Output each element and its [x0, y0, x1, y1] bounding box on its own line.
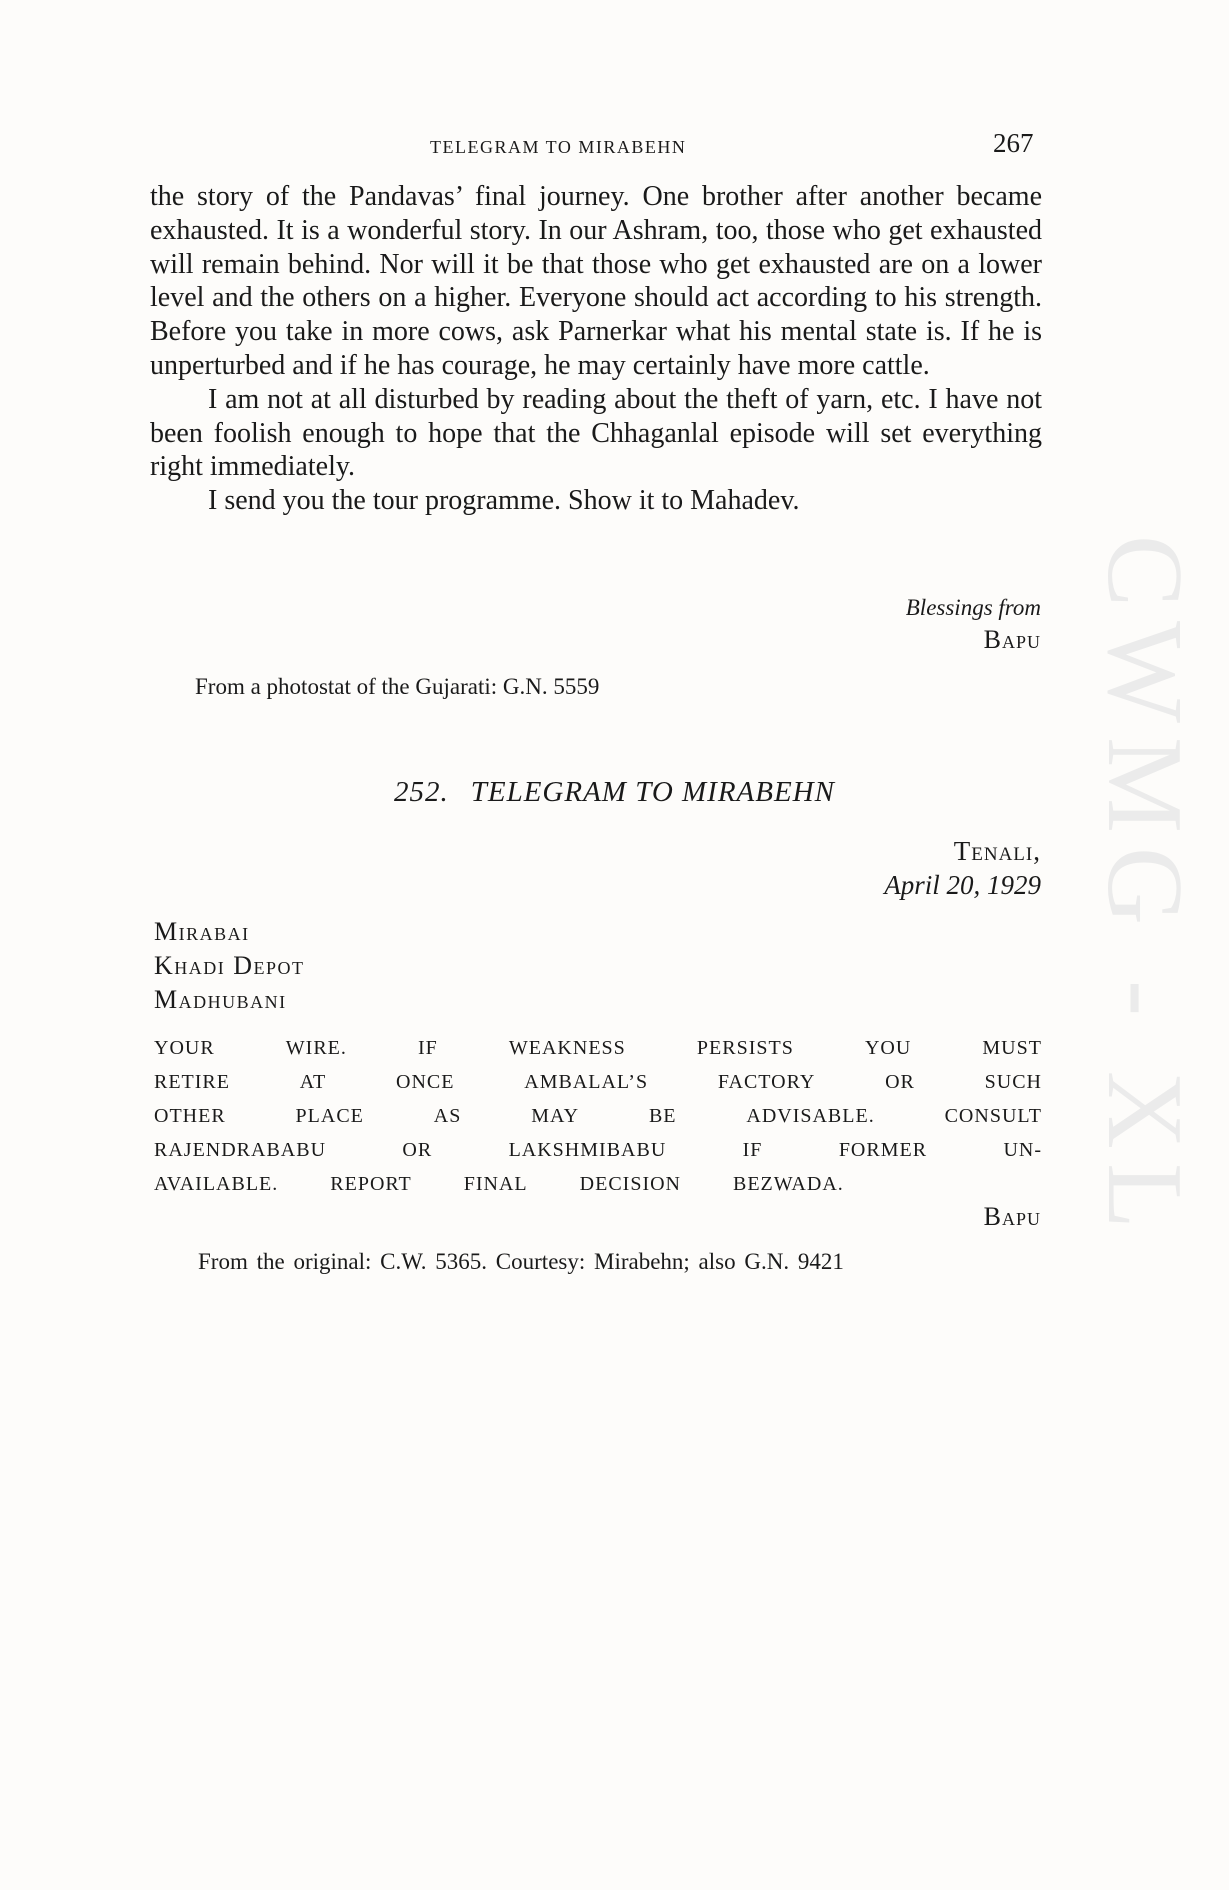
telegram-word: DECISION — [579, 1172, 681, 1195]
telegram-word: AVAILABLE. — [154, 1172, 279, 1195]
closing-salutation: Blessings from — [905, 595, 1041, 620]
paragraph: the story of the Pandavas’ final journey. One brother after another became exhausted. It is a wonderful story. In our Ashram, too, those who get exhausted will remain behind. Nor will it be that those who get exhausted are on a lower level and the others on a higher. Everyone should act according to his strength. Before you take in more cows, ask Parnerkar what his mental state is. If he is unperturbed and if he has courage, he may certainly have more cattle. — [150, 181, 1042, 381]
telegram-word: FINAL — [463, 1172, 528, 1195]
address-line: Mirabai — [154, 917, 250, 946]
telegram-word: MAY — [531, 1104, 580, 1127]
telegram-word: IF — [742, 1138, 763, 1161]
telegram-word: YOU — [864, 1037, 912, 1060]
telegram-word: CONSULT — [944, 1104, 1042, 1127]
date-line: April 20, 1929 — [884, 870, 1041, 900]
telegram-word: OR — [885, 1071, 915, 1094]
section-number: 252. — [394, 776, 449, 808]
section-heading: TELEGRAM TO MIRABEHN — [470, 776, 835, 808]
telegram-word: FACTORY — [717, 1071, 816, 1094]
letter-body — [150, 180, 1042, 518]
telegram-word: RETIRE — [154, 1071, 230, 1094]
telegram-word: AT — [299, 1071, 327, 1094]
telegram-word: PERSISTS — [696, 1037, 794, 1060]
address-block — [154, 915, 305, 1017]
telegram-line — [154, 1066, 1042, 1100]
telegram-word: WIRE. — [285, 1037, 347, 1060]
telegram-line — [154, 1167, 1042, 1201]
telegram-signature: Bapu — [983, 1202, 1041, 1231]
telegram-word: AS — [433, 1104, 462, 1127]
telegram-word: WEAKNESS — [508, 1037, 626, 1060]
telegram-word: ONCE — [396, 1071, 455, 1094]
telegram-word: FORMER — [838, 1138, 928, 1161]
telegram-word: BEZWADA. — [733, 1172, 844, 1195]
telegram-word: OTHER — [154, 1104, 226, 1127]
place-line: Tenali, — [953, 836, 1041, 866]
telegram-word: IF — [417, 1037, 438, 1060]
telegram-word: MUST — [982, 1037, 1042, 1060]
telegram-word: AMBALAL’S — [524, 1071, 649, 1094]
paragraph: I send you the tour programme. Show it to Mahadev. — [208, 485, 800, 517]
telegram-word: SUCH — [984, 1071, 1042, 1094]
telegram-word: UN- — [1003, 1138, 1042, 1161]
running-header: TELEGRAM TO MIRABEHN — [430, 137, 687, 157]
telegram-text — [154, 1032, 1042, 1201]
telegram-word: PLACE — [295, 1104, 364, 1127]
telegram-line — [154, 1133, 1042, 1167]
telegram-word: ADVISABLE. — [746, 1104, 875, 1127]
source-note: From the original: C.W. 5365. Courtesy: Mirabehn; also G.N. 9421 — [198, 1249, 844, 1274]
telegram-word: BE — [648, 1104, 677, 1127]
source-note: From a photostat of the Gujarati: G.N. 5559 — [195, 674, 600, 699]
telegram-word: LAKSHMIBABU — [508, 1138, 667, 1161]
telegram-word: REPORT — [330, 1172, 412, 1195]
address-line: Khadi Depot — [154, 951, 305, 980]
page-number: 267 — [993, 128, 1034, 158]
telegram-word: RAJENDRABABU — [154, 1138, 327, 1161]
watermark: CWMG - XL — [1085, 535, 1204, 1243]
address-line: Madhubani — [154, 985, 287, 1014]
telegram-line — [154, 1032, 1042, 1066]
telegram-line — [154, 1100, 1042, 1134]
telegram-word: OR — [402, 1138, 433, 1161]
signature: Bapu — [983, 625, 1041, 654]
section-title — [0, 776, 1229, 809]
telegram-word: YOUR — [154, 1037, 215, 1060]
paragraph: I am not at all disturbed by reading about the theft of yarn, etc. I have not been foolish enough to hope that the Chhaganlal episode will set everything right immediately. — [150, 383, 1042, 483]
